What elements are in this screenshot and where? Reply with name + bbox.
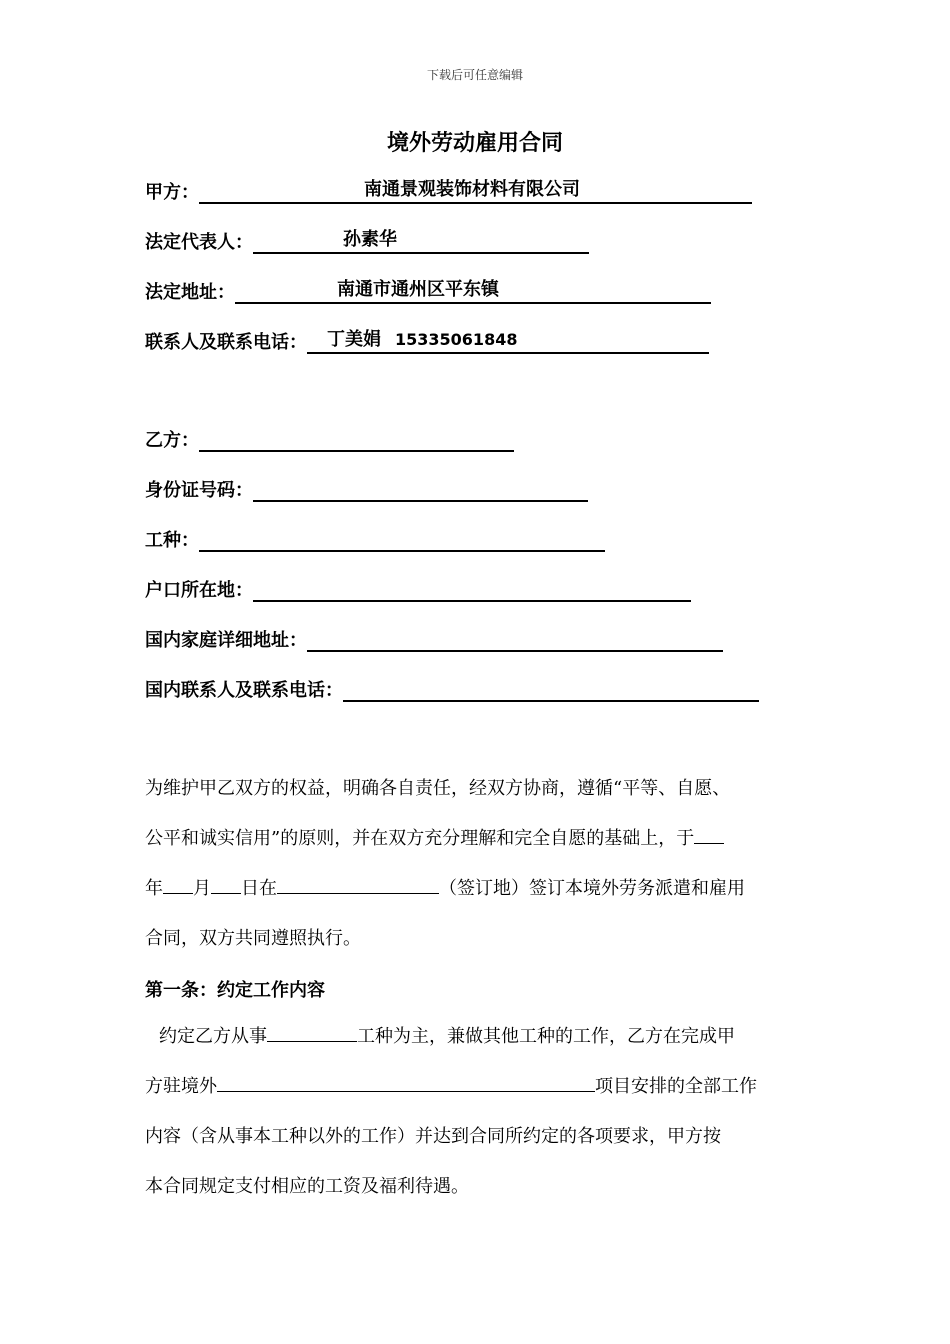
article-1-body bbox=[145, 1012, 835, 1212]
sign-place-blank[interactable] bbox=[277, 873, 439, 894]
party-b-blank[interactable] bbox=[199, 426, 514, 452]
project-blank[interactable] bbox=[217, 1071, 595, 1092]
day-blank[interactable] bbox=[211, 873, 241, 894]
contact-phone[interactable]: 15335061848 bbox=[395, 328, 517, 354]
address-row bbox=[145, 276, 711, 304]
intro-line-4: 合同，双方共同遵照执行。 bbox=[145, 928, 361, 949]
legal-rep-label: 法定代表人： bbox=[145, 232, 253, 253]
domestic-contact-label: 国内联系人及联系电话： bbox=[145, 680, 343, 701]
year-label: 年 bbox=[145, 878, 163, 899]
job-row bbox=[145, 524, 605, 552]
home-address-label: 国内家庭详细地址： bbox=[145, 630, 307, 651]
article-1-line-4: 本合同规定支付相应的工资及福利待遇。 bbox=[145, 1176, 469, 1197]
address-blank-right[interactable] bbox=[499, 278, 711, 304]
contact-row bbox=[145, 326, 709, 354]
party-a-blank-right[interactable] bbox=[580, 178, 752, 204]
day-label: 日在 bbox=[241, 878, 277, 899]
article-1-title: 第一条：约定工作内容 bbox=[145, 980, 325, 1001]
article-1-line-3: 内容（含从事本工种以外的工作）并达到合同所约定的各项要求，甲方按 bbox=[145, 1126, 721, 1147]
hukou-row bbox=[145, 574, 691, 602]
intro-paragraph bbox=[145, 764, 835, 964]
domestic-contact-blank[interactable] bbox=[343, 676, 759, 702]
contact-blank-right[interactable] bbox=[517, 328, 709, 354]
legal-rep-value[interactable]: 孙素华 bbox=[343, 228, 397, 254]
domestic-contact-row bbox=[145, 674, 759, 702]
article-1-line-2-a: 方驻境外 bbox=[145, 1076, 217, 1097]
job-blank[interactable] bbox=[199, 526, 605, 552]
contact-name[interactable]: 丁美娟 bbox=[327, 328, 381, 354]
article-1-line-2 bbox=[145, 1062, 835, 1112]
party-a-label: 甲方： bbox=[145, 182, 199, 203]
document-title: 境外劳动雇用合同 bbox=[386, 131, 563, 156]
hukou-blank[interactable] bbox=[253, 576, 691, 602]
article-1-line-1-a: 约定乙方从事 bbox=[159, 1026, 267, 1047]
party-b-label: 乙方： bbox=[145, 430, 199, 451]
contact-blank-left[interactable] bbox=[307, 328, 327, 354]
home-address-blank[interactable] bbox=[307, 626, 723, 652]
article-1-line-2-b: 项目安排的全部工作 bbox=[595, 1076, 757, 1097]
address-value[interactable]: 南通市通州区平东镇 bbox=[337, 278, 499, 304]
party-a-value[interactable]: 南通景观装饰材料有限公司 bbox=[364, 178, 580, 204]
party-b-row bbox=[145, 424, 514, 452]
legal-rep-row bbox=[145, 226, 589, 254]
address-label: 法定地址： bbox=[145, 282, 235, 303]
date-blank-prefix[interactable] bbox=[694, 823, 724, 844]
job-type-blank[interactable] bbox=[267, 1021, 357, 1042]
intro-line-3 bbox=[145, 864, 835, 914]
id-number-blank[interactable] bbox=[253, 476, 588, 502]
intro-line-2 bbox=[145, 814, 835, 864]
job-label: 工种： bbox=[145, 530, 199, 551]
contact-label: 联系人及联系电话： bbox=[145, 332, 307, 353]
party-a-blank-left[interactable] bbox=[199, 178, 364, 204]
article-1-line-1-b: 工种为主，兼做其他工种的工作，乙方在完成甲 bbox=[357, 1026, 735, 1047]
id-number-label: 身份证号码： bbox=[145, 480, 253, 501]
address-blank-left[interactable] bbox=[235, 278, 337, 304]
month-blank[interactable] bbox=[163, 873, 193, 894]
party-a-row bbox=[145, 176, 752, 204]
article-1-line-1 bbox=[145, 1012, 835, 1062]
intro-line-2-text: 公平和诚实信用”的原则，并在双方充分理解和完全自愿的基础上，于 bbox=[145, 828, 695, 849]
legal-rep-blank-right[interactable] bbox=[397, 228, 589, 254]
home-address-row bbox=[145, 624, 723, 652]
legal-rep-blank-left[interactable] bbox=[253, 228, 343, 254]
month-label: 月 bbox=[193, 878, 211, 899]
contact-blank-mid[interactable] bbox=[381, 328, 395, 354]
intro-line-3-rest: （签订地）签订本境外劳务派遣和雇用 bbox=[439, 878, 745, 899]
intro-line-1: 为维护甲乙双方的权益，明确各自责任，经双方协商，遵循“平等、自愿、 bbox=[145, 778, 731, 799]
header-note: 下载后可任意编辑 bbox=[426, 68, 523, 82]
hukou-label: 户口所在地： bbox=[145, 580, 253, 601]
id-number-row bbox=[145, 474, 588, 502]
